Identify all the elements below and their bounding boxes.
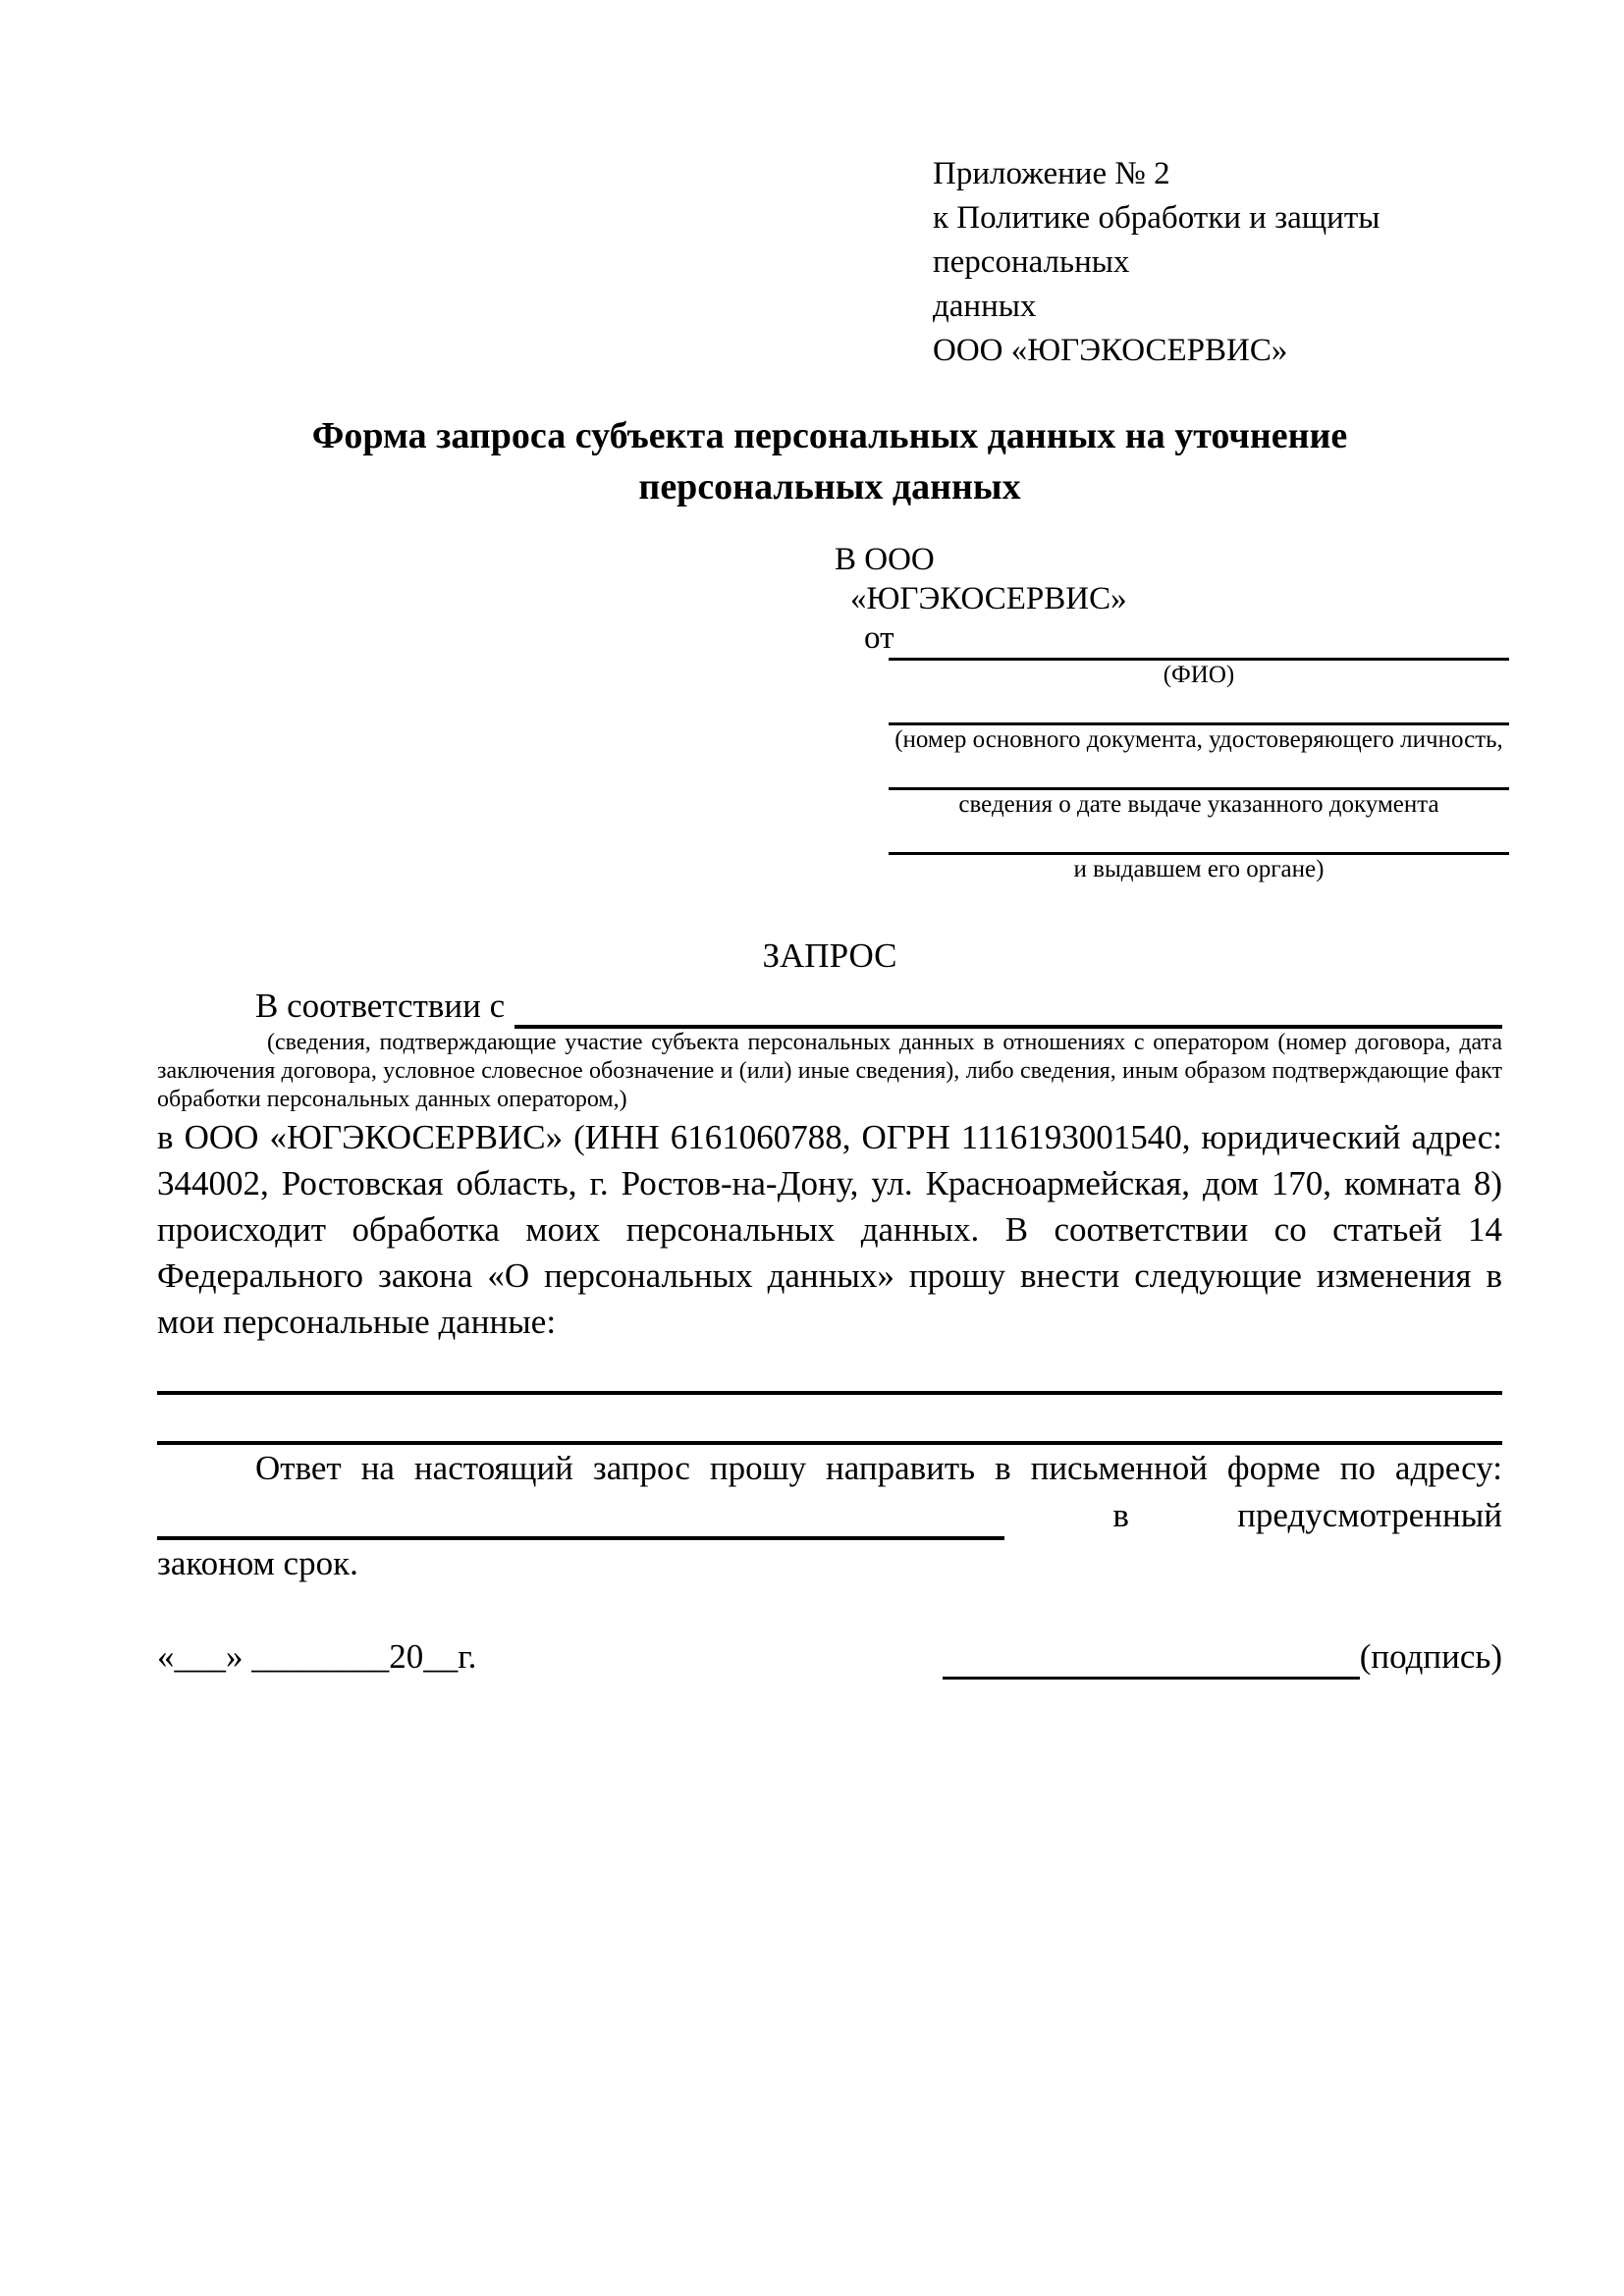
basis-input-line[interactable] [514, 989, 1502, 1029]
reply-address-row [157, 1491, 1502, 1540]
signature-input-line[interactable] [943, 1640, 1360, 1680]
appendix-header-line: ООО «ЮГЭКОСЕРВИС» [933, 333, 1288, 368]
reply-period-word: предусмотренный [1237, 1496, 1502, 1534]
page-title [157, 410, 1502, 512]
signature-caption: (подпись) [1359, 1637, 1502, 1676]
basis-lead-text: В соответствии с [255, 987, 506, 1025]
basis-explanation: (сведения, подтверждающие участие субъекта персональных данных в отношениях с оператором (номер договора, дата заключения договора, условное словесное обозначение и (или) иные сведения), либо сведения, иным образом подтверждающие факт обработки персональных данных оператором,) [157, 1030, 1502, 1112]
reply-address-input-line[interactable] [157, 1499, 1004, 1540]
fio-caption: (ФИО) [1163, 662, 1235, 688]
appendix-header [933, 152, 1502, 373]
request-body-paragraph: в ООО «ЮГЭКОСЕРВИС» (ИНН 6161060788, ОГРН 1116193001540, юридический адрес: 344002, Ростовская область, г. Ростов-на-Дону, ул. Красноармейская, дом 170, комната 8) происходит обработка моих персональных данных. В соответствии со статьей 14 Федерального закона «О персональных данных» прошу внести следующие изменения в мои персональные данные: [157, 1118, 1502, 1341]
issue-date-field-group [889, 755, 1509, 820]
document-number-caption: (номер основного документа, удостоверяющего личность, [894, 726, 1503, 753]
date-fill-in[interactable]: «___» ________20__г. [157, 1637, 477, 1676]
issue-date-input-line[interactable] [889, 755, 1509, 790]
issue-date-caption: сведения о дате выдаче указанного документа [958, 791, 1439, 818]
appendix-header-line: Приложение № 2 [933, 156, 1170, 191]
addressee-org-name: «ЮГЭКОСЕРВИС» [850, 581, 1127, 616]
document-number-field-group [889, 690, 1509, 755]
document-number-input-line[interactable] [889, 690, 1509, 725]
issuing-authority-input-line[interactable] [889, 820, 1509, 855]
request-heading: ЗАПРОС [762, 936, 897, 975]
changes-input-line-2[interactable] [157, 1395, 1502, 1445]
changes-input-line-1[interactable] [157, 1345, 1502, 1395]
issuing-authority-field-group [889, 820, 1509, 884]
reply-request-paragraph: Ответ на настоящий запрос прошу направить в письменной форме по адресу: [255, 1449, 1502, 1487]
addressee-block [835, 540, 1512, 884]
issuing-authority-caption: и выдавшем его органе) [1073, 856, 1325, 882]
signature-area [943, 1633, 1502, 1680]
appendix-header-line: к Политике обработки и защиты персональных [933, 200, 1380, 280]
page-title-line: персональных данных [638, 466, 1021, 507]
reply-in-word: в [1112, 1496, 1129, 1534]
appendix-header-line: данных [933, 289, 1037, 324]
footer-row [157, 1633, 1502, 1680]
addressee-from-label: от [864, 620, 894, 656]
addressee-org-prefix: В ООО [835, 542, 935, 577]
fio-field-group [889, 658, 1509, 690]
page-title-line: Форма запроса субъекта персональных данных на уточнение [311, 415, 1348, 456]
basis-line [157, 983, 1502, 1029]
law-term-text: законом срок. [157, 1544, 358, 1582]
